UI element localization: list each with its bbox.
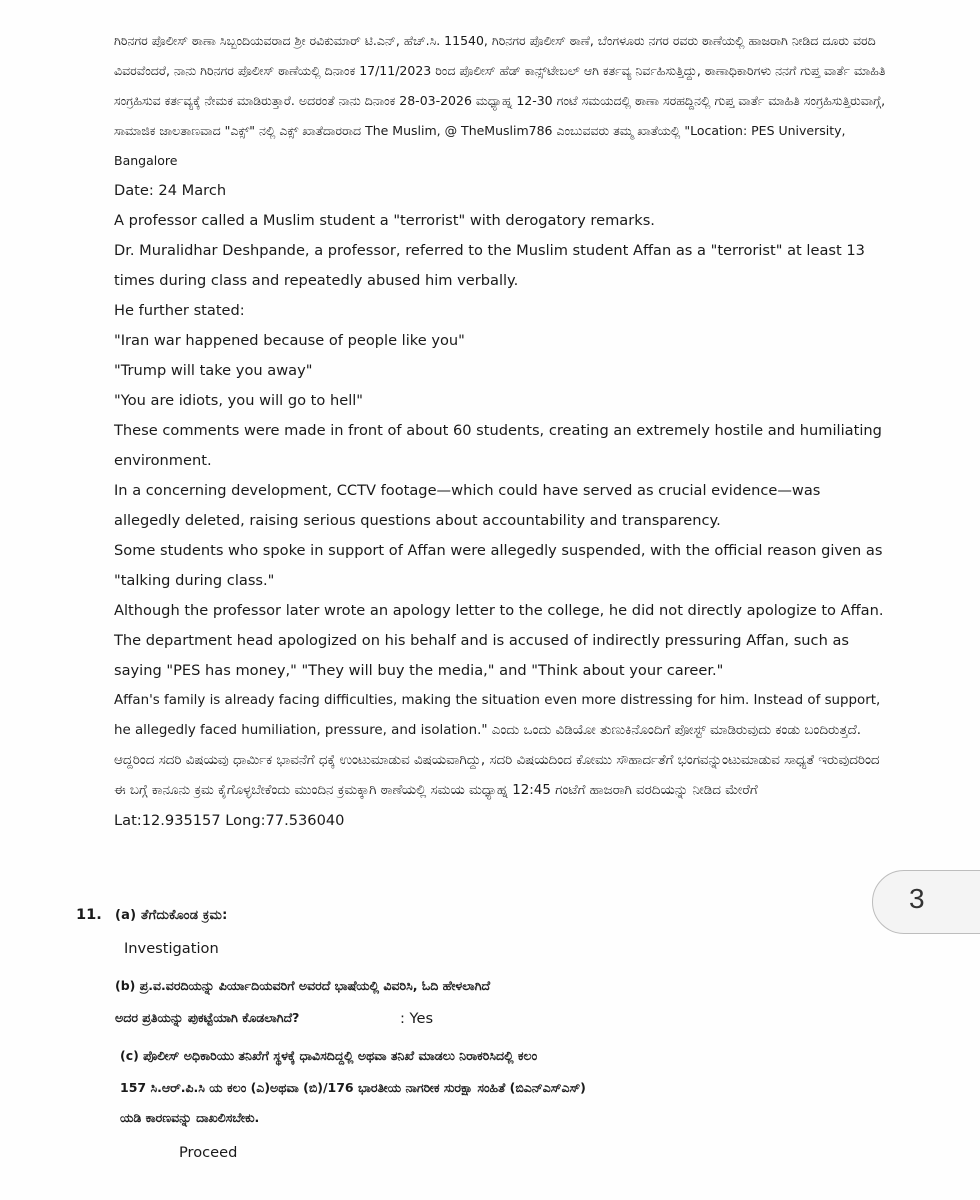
item-b-line-1: (b) ಪ್ರ.ವ.ವರದಿಯನ್ನು ಪಿರ್ಯಾದಿಯವರಿಗೆ ಅವರದೆ ಭಾಷೆಯಲ್ಲಿ ವಿವರಿಸಿ, ಓದಿ ಹೇಳಲಾಗಿದೆ [115, 978, 491, 993]
quote-line-1: "Iran war happened because of people like you" [114, 332, 465, 349]
post-headline: A professor called a Muslim student a "terrorist" with derogatory remarks. [114, 212, 655, 229]
item-b-answer: : Yes [400, 1010, 434, 1027]
date-line: Date: 24 March [114, 182, 227, 199]
item-c-line-2: 157 ಸಿ.ಆರ್.ಪಿ.ಸಿ ಯ ಕಲಂ (ಎ)ಅಥವಾ (ಬಿ)/176 ಭಾರತೀಯ ನಾಗರೀಕ ಸುರಕ್ಷಾ ಸಂಹಿತೆ (ಬಿಎನ್‌ಎಸ್‌ಎಸ್) [120, 1080, 586, 1095]
item-a-answer: Investigation [124, 940, 219, 957]
page-number: 3 [909, 883, 925, 914]
item-c-line-1: (c) ಪೊಲೀಸ್ ಅಧಿಕಾರಿಯು ತನಿಖೆಗೆ ಸ್ಥಳಕ್ಕೆ ಧಾವಿಸದಿದ್ದಲ್ಲಿ ಅಥವಾ ತನಿಖೆ ಮಾಡಲು ನಿರಾಕರಿಸಿದಲ್ಲಿ ಕಲಂ [120, 1048, 538, 1063]
section-number: 11. [76, 906, 102, 923]
post-paragraph-family-and-conclusion: Affan's family is already facing difficulties, making the situation even more distressing for him. Instead of support, he allegedly faced humiliation, pressure, and isolation." ಎಂದು ಒಂದು ವಿಡಿಯೋ ತುಣುಕಿನೊಂದಿಗೆ ಪೋಸ್ಟ್ ಮಾಡಿರುವುದು ಕಂಡು ಬಂದಿರುತ್ತದೆ. ಆದ್ದರಿಂದ ಸದರಿ ವಿಷಯವು ಧಾರ್ಮಿಕ ಭಾವನೆಗೆ ಧಕ್ಕೆ ಉಂಟುಮಾಡುವ ವಿಷಯವಾಗಿದ್ದು, ಸದರಿ ವಿಷಯದಿಂದ ಕೋಮು ಸೌಹಾರ್ದತೆಗೆ ಭಂಗವನ್ನುಂಟುಮಾಡುವ ಸಾಧ್ಯತೆ ಇರುವುದರಿಂದ ಈ ಬಗ್ಗೆ ಕಾನೂನು ಕ್ರಮ ಕೈಗೊಳ್ಳಬೇಕೆಂದು ಮುಂದಿನ ಕ್ರಮಕ್ಕಾಗಿ ಠಾಣೆಯಲ್ಲಿ ಸಮಯ ಮಧ್ಯಾಹ್ನ 12:45 ಗಂಟೆಗೆ ಹಾಜರಾಗಿ ವರದಿಯನ್ನು ನೀಡಿದ ಮೇರೆಗೆ [114, 693, 881, 798]
post-paragraph-suspension: Some students who spoke in support of Affan were allegedly suspended, with the official reason given as "talking during class." [114, 542, 883, 589]
post-paragraph-department-head: The department head apologized on his behalf and is accused of indirectly pressuring Affan, such as saying "PES has money," "They will buy the media," and "Think about your career." [114, 632, 850, 679]
item-a-label: (a) ತೆಗೆದುಕೊಂಡ ಕ್ರಮ: [115, 908, 228, 923]
complaint-paragraph-kannada: ಗಿರಿನಗರ ಪೊಲೀಸ್ ಠಾಣಾ ಸಿಬ್ಬಂದಿಯವರಾದ ಶ್ರೀ ರವಿಕುಮಾರ್ ಟಿ.ಎನ್, ಹೆಚ್.ಸಿ. 11540, ಗಿರಿನಗರ ಪೊಲೀಸ್ ಠಾಣೆ, ಬೆಂಗಳೂರು ನಗರ ರವರು ಠಾಣೆಯಲ್ಲಿ ಹಾಜರಾಗಿ ನೀಡಿದ ದೂರು ವರದಿ ವಿವರವೆಂದರೆ, ನಾನು ಗಿರಿನಗರ ಪೊಲೀಸ್ ಠಾಣೆಯಲ್ಲಿ ದಿನಾಂಕ 17/11/2023 ರಿಂದ ಪೊಲೀಸ್ ಹೆಡ್ ಕಾನ್ಸ್‌ಟೇಬಲ್ ಆಗಿ ಕರ್ತವ್ಯ ನಿರ್ವಹಿಸುತ್ತಿದ್ದು, ಠಾಣಾಧಿಕಾರಿಗಳು ನನಗೆ ಗುಪ್ತ ವಾರ್ತೆ ಮಾಹಿತಿ ಸಂಗ್ರಹಿಸುವ ಕರ್ತವ್ಯಕ್ಕೆ ನೇಮಕ ಮಾಡಿರುತ್ತಾರೆ. ಅದರಂತೆ ನಾನು ದಿನಾಂಕ 28-03-2026 ಮಧ್ಯಾಹ್ನ 12-30 ಗಂಟೆ ಸಮಯದಲ್ಲಿ ಠಾಣಾ ಸರಹದ್ದಿನಲ್ಲಿ ಗುಪ್ತ ವಾರ್ತೆ ಮಾಹಿತಿ ಸಂಗ್ರಹಿಸುತ್ತಿರುವಾಗ್ಗೆ, ಸಾಮಾಜಿಕ ಜಾಲತಾಣವಾದ "ಎಕ್ಸ್" ನಲ್ಲಿ ಎಕ್ಸ್ ಖಾತೆದಾರರಾದ The Muslim, @ TheMuslim786 ಎಂಬುವವರು ತಮ್ಮ ಖಾತೆಯಲ್ಲಿ "Location: PES University, Bangalore [114, 33, 886, 168]
quote-line-2: "Trump will take you away" [114, 362, 313, 379]
coordinates-line: Lat:12.935157 Long:77.536040 [114, 812, 345, 829]
item-c-line-3: ಯಡಿ ಕಾರಣವನ್ನು ದಾಖಲಿಸಬೇಕು. [120, 1110, 260, 1125]
post-paragraph-students: These comments were made in front of about 60 students, creating an extremely hostile and humiliating environment. [114, 422, 882, 469]
post-line-further-stated: He further stated: [114, 302, 245, 319]
quote-line-3: "You are idiots, you will go to hell" [114, 392, 364, 409]
item-c-answer: Proceed [179, 1144, 238, 1161]
post-paragraph-cctv: In a concerning development, CCTV footage—which could have served as crucial evidence—was allegedly deleted, raising serious questions about accountability and transparency. [114, 482, 821, 529]
post-paragraph-professor: Dr. Muralidhar Deshpande, a professor, referred to the Muslim student Affan as a "terrorist" at least 13 times during class and repeatedly abused him verbally. [114, 242, 865, 289]
post-paragraph-apology: Although the professor later wrote an apology letter to the college, he did not directly apologize to Affan. [114, 602, 884, 619]
page-number-tab[interactable] [872, 870, 980, 934]
report-body [114, 26, 889, 836]
item-b-line-2: ಅದರ ಪ್ರತಿಯನ್ನು ಪುಕಟ್ಟೆಯಾಗಿ ಕೊಡಲಾಗಿದೆ? [115, 1010, 300, 1025]
